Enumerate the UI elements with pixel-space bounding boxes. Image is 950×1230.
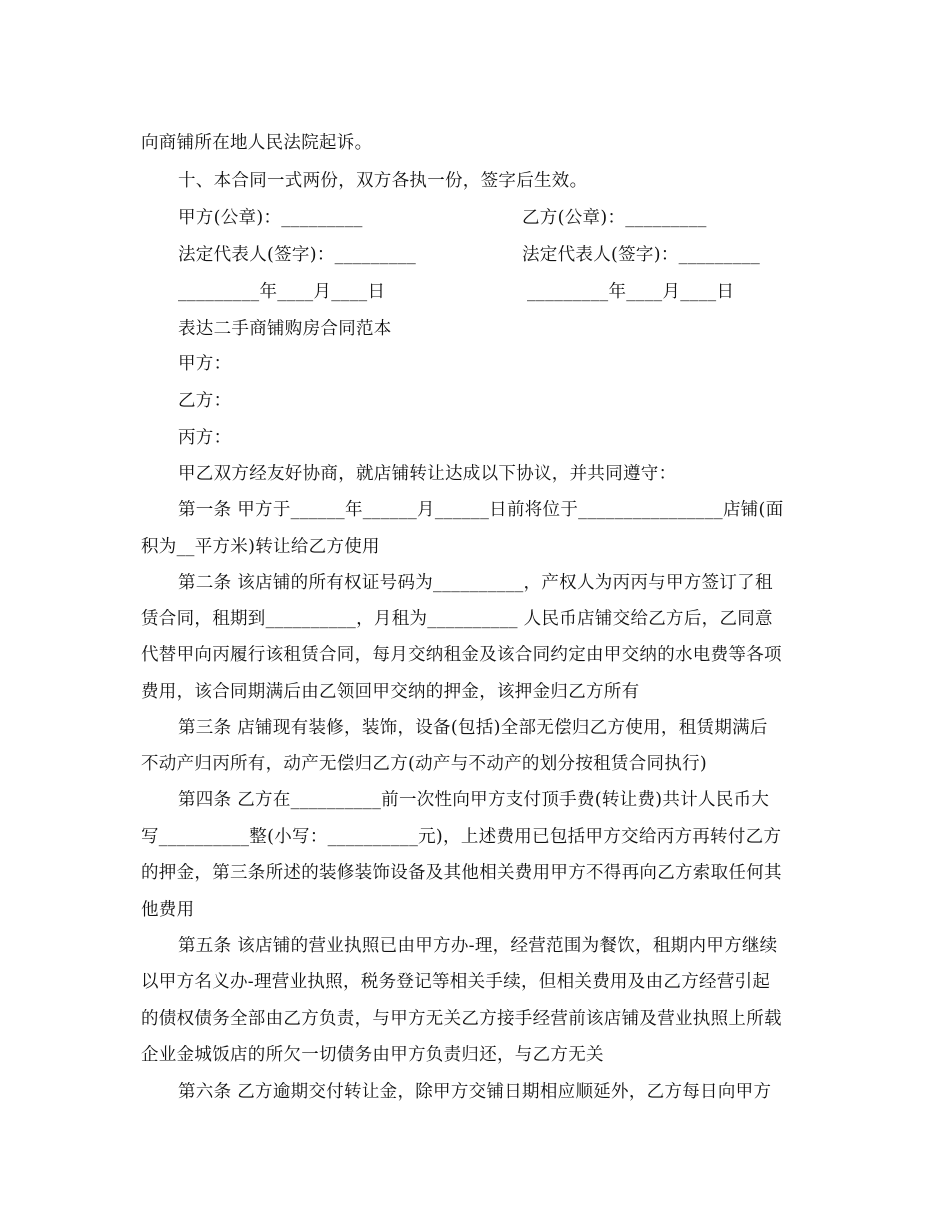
clause-line: 第五条 该店铺的营业执照已由甲方办-理，经营范围为餐饮，租期内甲方继续 — [178, 936, 778, 956]
party-c-label: 丙方： — [178, 428, 232, 448]
clause-line: 积为__平方米)转让给乙方使用 — [141, 537, 380, 557]
party-b-date: _________年____月____日 — [527, 282, 735, 302]
signature-row-date — [0, 280, 950, 304]
clause-line: 写__________整(小写：__________元)，上述费用已包括甲方交给丙方再转付乙方 — [141, 827, 782, 847]
clause-line: 的押金，第三条所述的装修装饰设备及其他相关费用甲方不得再向乙方索取任何其 — [141, 863, 782, 883]
clause-line: 第一条 甲方于______年______月______日前将位于________________店铺(面 — [178, 500, 784, 520]
clause-line: 第六条 乙方逾期交付转让金，除甲方交铺日期相应顺延外，乙方每日向甲方 — [178, 1082, 772, 1102]
signature-row-seal — [0, 206, 950, 230]
party-a-date: _________年____月____日 — [178, 282, 386, 302]
clause-line: 费用，该合同期满后由乙领回甲交纳的押金，该押金归乙方所有 — [141, 682, 640, 702]
party-a-seal: 甲方(公章)：_________ — [178, 208, 363, 228]
clause-line: 企业金城饭店的所欠一切债务由甲方负责归还，与乙方无关 — [141, 1045, 604, 1065]
clause-line: 以甲方名义办-理营业执照，税务登记等相关手续，但相关费用及由乙方经营引起 — [141, 972, 771, 992]
party-b-representative: 法定代表人(签字)：_________ — [522, 245, 761, 265]
clause-line: 不动产归丙所有，动产无偿归乙方(动产与不动产的划分按租赁合同执行) — [141, 754, 708, 774]
text-line: 十、本合同一式两份，双方各执一份，签字后生效。 — [178, 171, 588, 191]
clause-line: 代替甲向丙履行该租赁合同，每月交纳租金及该合同约定由甲交纳的水电费等各项 — [141, 645, 782, 665]
clause-line: 第二条 该店铺的所有权证号码为__________，产权人为丙丙与甲方签订了租 — [178, 573, 773, 593]
clause-line: 第四条 乙方在__________前一次性向甲方支付顶手费(转让费)共计人民币大 — [178, 790, 770, 810]
party-a-representative: 法定代表人(签字)：_________ — [178, 245, 417, 265]
clause-line: 他费用 — [141, 900, 195, 920]
party-b-label: 乙方： — [178, 391, 232, 411]
text-line: 向商铺所在地人民法院起诉。 — [141, 133, 373, 153]
party-b-seal: 乙方(公章)：_________ — [522, 208, 707, 228]
document-title: 表达二手商铺购房合同范本 — [178, 319, 392, 339]
clause-line: 的债权债务全部由乙方负责，与甲方无关乙方接手经营前该店铺及营业执照上所载 — [141, 1009, 782, 1029]
text-line: 甲乙双方经友好协商，就店铺转让达成以下协议，并共同遵守： — [178, 464, 677, 484]
signature-row-rep — [0, 243, 950, 267]
clause-line: 第三条 店铺现有装修，装饰，设备(包括)全部无偿归乙方使用，租赁期满后 — [178, 718, 768, 738]
clause-line: 赁合同，租期到__________，月租为__________ 人民币店铺交给乙方后，乙同意 — [141, 609, 773, 629]
party-a-label: 甲方： — [178, 354, 232, 374]
